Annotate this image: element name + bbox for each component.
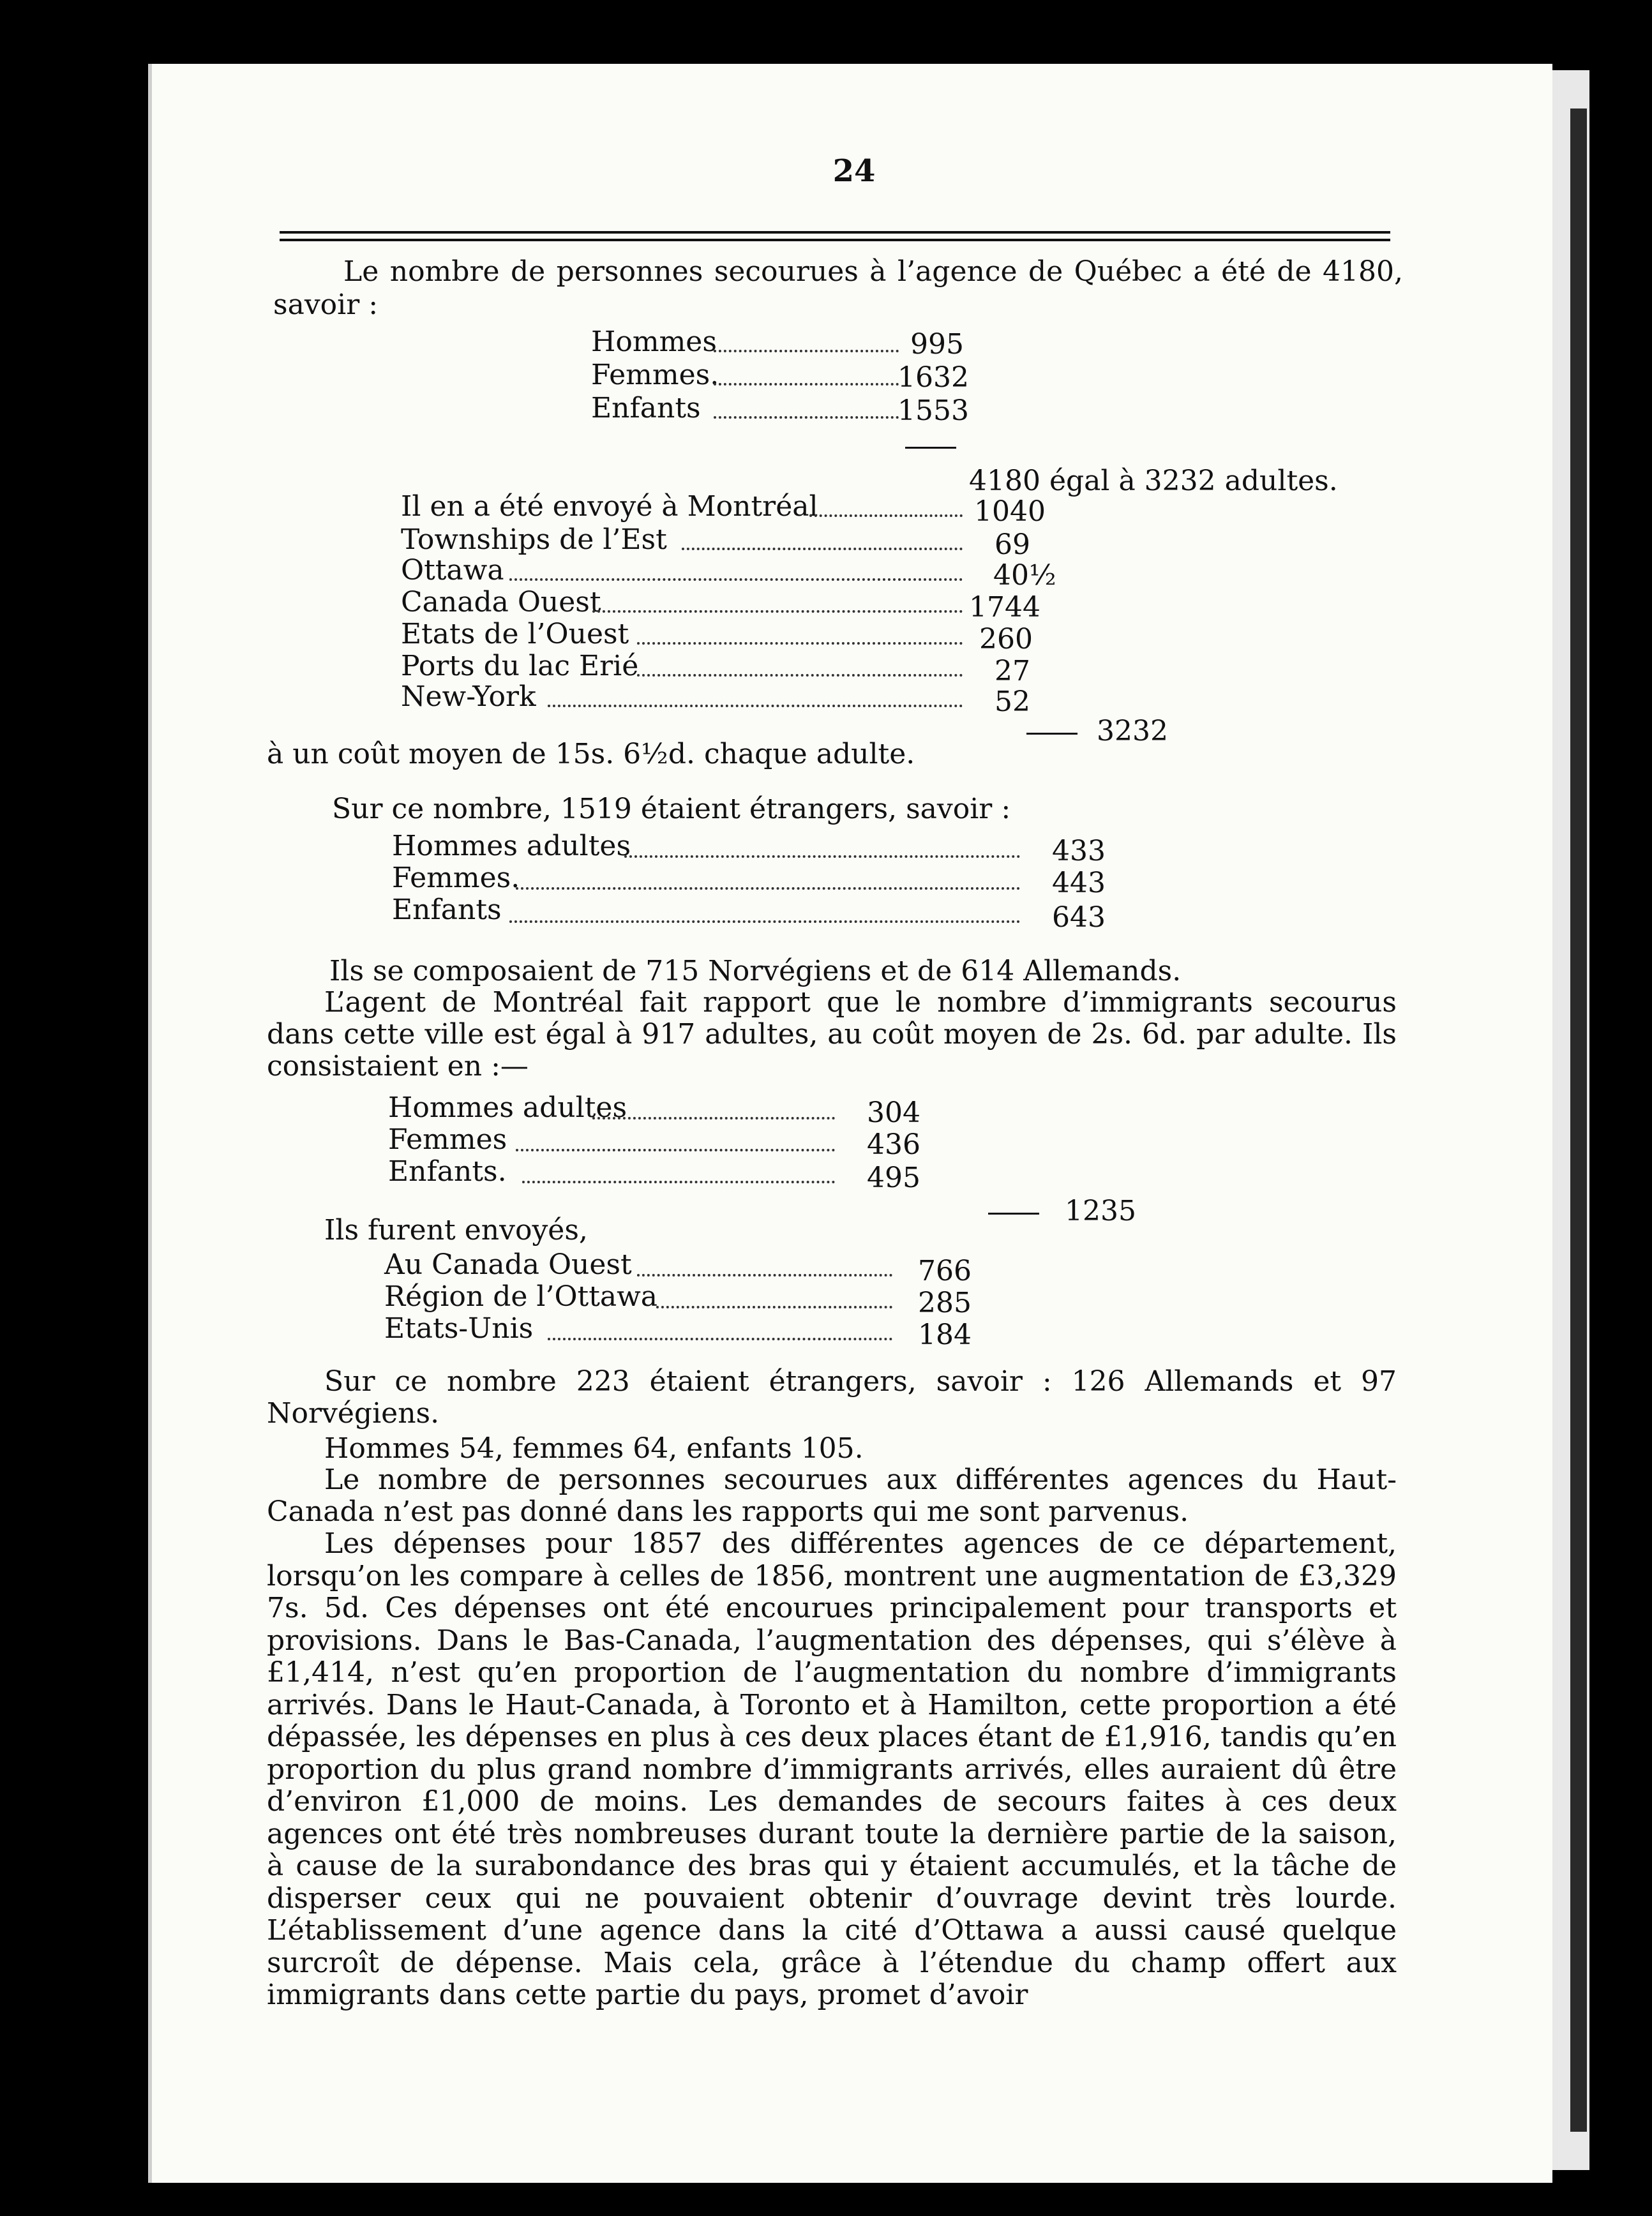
foreign-label: Enfants <box>392 894 502 926</box>
montreal-paragraph: L’agent de Montréal fait rapport que le nombre d’immigrants secourus dans cette ville est égal à 917 adultes, au coût moyen de 2s. 6d. par adulte. Ils consistaient en :— <box>267 986 1397 1082</box>
sent2-label: Au Canada Ouest <box>384 1248 632 1281</box>
leader-dots <box>592 1117 835 1119</box>
leader-dots <box>516 1149 835 1151</box>
leader-dots <box>656 1306 892 1308</box>
sent-value: 40½ <box>993 559 1056 592</box>
montreal-total: 1235 <box>1065 1195 1136 1227</box>
quebec-label: Hommes <box>591 326 717 358</box>
leader-dots <box>714 383 899 386</box>
montreal-label: Hommes adultes <box>388 1091 627 1124</box>
foreign-value: 643 <box>1052 901 1106 934</box>
leader-dots <box>522 1181 835 1183</box>
montreal-value: 495 <box>867 1162 920 1194</box>
sent-value: 1744 <box>969 591 1040 624</box>
leader-dots <box>682 548 963 550</box>
sent-label: Il en a été envoyé à Montréal <box>401 490 818 523</box>
leader-dots <box>509 920 1020 923</box>
sent2-value: 285 <box>918 1287 972 1319</box>
binding-strip <box>1570 109 1587 2132</box>
quebec-label: Femmes. <box>591 359 719 391</box>
sent-value: 260 <box>979 623 1033 655</box>
leader-dots <box>509 578 963 581</box>
sent-label: Ports du lac Erié <box>401 650 639 682</box>
montreal-label: Enfants. <box>388 1155 507 1188</box>
sent-label: Etats de l’Ouest <box>401 618 629 650</box>
sent-value: 52 <box>995 685 1030 718</box>
foreign-value: 433 <box>1052 835 1106 867</box>
sent2-label: Région de l’Ottawa <box>384 1280 658 1313</box>
page-number: 24 <box>832 153 876 189</box>
sent-total: 3232 <box>1097 715 1168 747</box>
header-rule-top <box>280 231 1390 234</box>
paragraph-223-etrangers: Sur ce nombre 223 étaient étrangers, savoir : 126 Allemands et 97 Norvégiens. <box>267 1365 1397 1430</box>
sum-line <box>905 447 956 449</box>
quebec-value: 995 <box>910 328 964 361</box>
foreign-value: 443 <box>1052 867 1106 899</box>
sum-line <box>1026 733 1078 735</box>
intro-line-2: savoir : <box>273 288 379 321</box>
quebec-label: Enfants <box>591 392 701 424</box>
sent2-value: 184 <box>918 1319 972 1351</box>
leader-dots <box>637 1274 892 1276</box>
intro-line-1: Le nombre de personnes secourues à l’agence de Québec a été de 4180, <box>343 255 1403 288</box>
foreign-label: Hommes adultes <box>392 830 631 862</box>
sent-value: 27 <box>995 655 1030 687</box>
sent-label: Canada Ouest <box>401 586 601 618</box>
leader-dots <box>637 642 963 645</box>
foreign-label: Femmes. <box>392 862 520 894</box>
leader-dots <box>637 674 963 677</box>
foreign-note: Ils se composaient de 715 Norvégiens et de 614 Allemands. <box>329 955 1182 987</box>
sent2-value: 766 <box>918 1255 972 1287</box>
foreign-intro: Sur ce nombre, 1519 étaient étrangers, savoir : <box>332 793 1011 825</box>
montreal-label: Femmes <box>388 1123 507 1156</box>
leader-dots <box>548 1338 892 1340</box>
leader-dots <box>624 855 1020 858</box>
leader-dots <box>516 887 1020 890</box>
paragraph-haut-canada: Le nombre de personnes secourues aux différentes agences du Haut-Canada n’est pas donné dans les rapports qui me sont parvenus. <box>267 1464 1397 1528</box>
leader-dots <box>592 610 963 613</box>
sent-value: 69 <box>995 528 1030 561</box>
leader-dots <box>809 514 963 517</box>
leader-dots <box>714 350 899 352</box>
leader-dots <box>714 416 899 419</box>
montreal-value: 304 <box>867 1097 920 1129</box>
paragraph-hommes: Hommes 54, femmes 64, enfants 105. <box>324 1432 864 1465</box>
sent-label: Ottawa <box>401 554 504 587</box>
sum-line <box>988 1213 1039 1215</box>
montreal-value: 436 <box>867 1128 920 1161</box>
cost-line: à un coût moyen de 15s. 6½d. chaque adulte. <box>267 738 915 770</box>
sent-label: New-York <box>401 680 536 713</box>
document-page <box>148 64 1552 2183</box>
sent-value: 1040 <box>974 495 1046 528</box>
sent2-intro: Ils furent envoyés, <box>324 1214 588 1246</box>
leader-dots <box>548 705 963 707</box>
sent2-label: Etats-Unis <box>384 1312 534 1345</box>
quebec-value: 1632 <box>897 361 969 394</box>
quebec-total: 4180 égal à 3232 adultes. <box>969 465 1338 497</box>
header-rule-bottom <box>280 239 1390 241</box>
quebec-value: 1553 <box>897 394 969 427</box>
paragraph-depenses: Les dépenses pour 1857 des différentes agences de ce département, lorsqu’on les compare à celles de 1856, montrent une augmentation de £3,329 7s. 5d. Ces dépenses ont été encourues principalement pour transports et provisions. Dans le Bas-Canada, l’augmentation des dépenses, qui s’élève à £1,414, n’est qu’en proportion de l’augmentation du nombre d’immigrants arrivés. Dans le Haut-Canada, à Toronto et à Hamilton, cette proportion a été dépassée, les dépenses en plus à ces deux places étant de £1,916, tandis qu’en proportion du plus grand nombre d’immigrants arrivés, elles auraient dû être d’environ £1,000 de moins. Les demandes de secours faites à ces deux agences ont été très nombreuses durant toute la dernière partie de la saison, à cause de la surabondance des bras qui y étaient accumulés, et la tâche de disperser ceux qui ne pouvaient obtenir d’ouvrage devint très lourde. L’établissement d’une agence dans la cité d’Ottawa a aussi causé quelque surcroît de dépense. Mais cela, grâce à l’étendue du champ offert aux immigrants dans cette partie du pays, promet d’avoir <box>267 1527 1397 2011</box>
sent-label: Townships de l’Est <box>401 523 667 556</box>
